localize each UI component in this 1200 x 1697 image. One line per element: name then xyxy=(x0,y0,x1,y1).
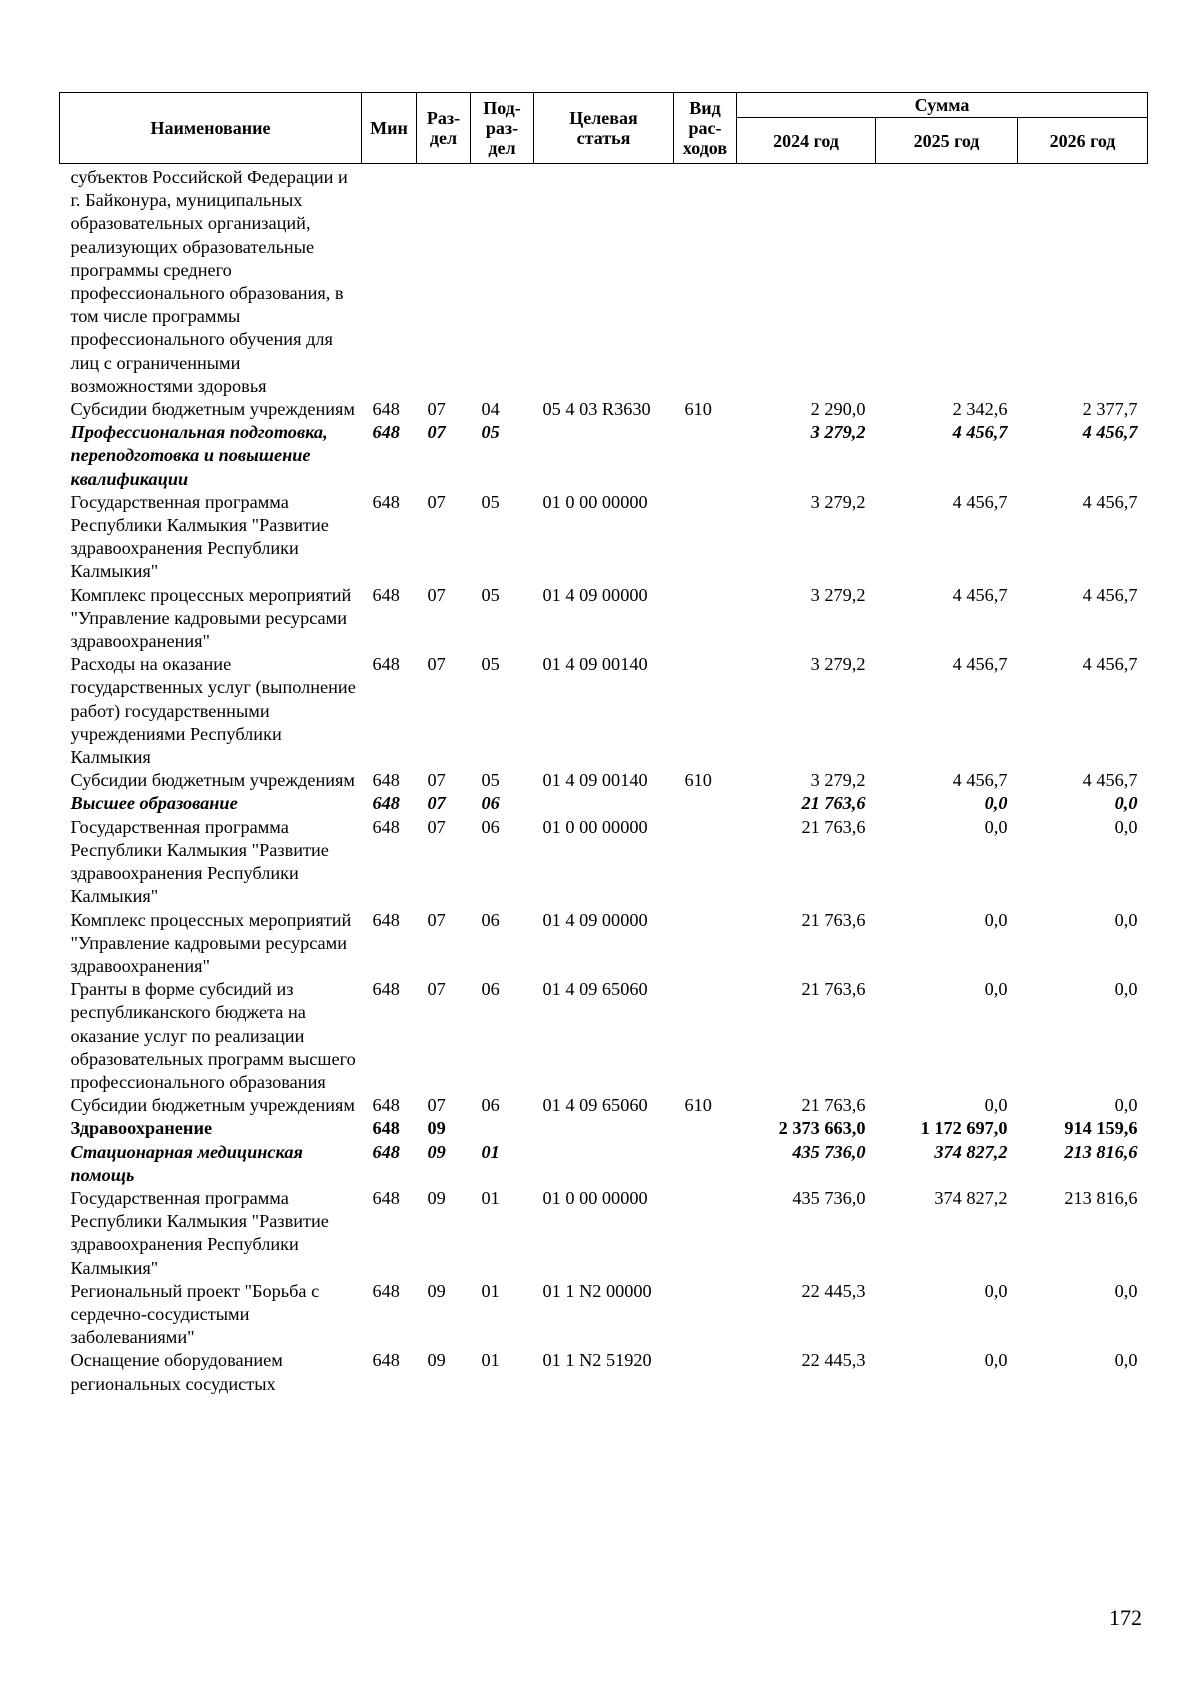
row-celevaya-cell xyxy=(534,1117,674,1140)
row-2024-cell: 22 445,3 xyxy=(801,1350,866,1371)
row-celevaya-cell: 01 4 09 00140 xyxy=(542,770,648,791)
table-row xyxy=(60,164,1148,399)
row-2025-cell: 4 456,7 xyxy=(952,584,1008,605)
table-row xyxy=(60,769,1148,792)
row-2025-cell: 4 456,7 xyxy=(952,770,1008,791)
row-name-cell: Стационарная медицинская помощь xyxy=(70,1141,303,1185)
row-vid-cell xyxy=(674,491,737,584)
row-vid-cell xyxy=(674,909,737,979)
row-name-cell: Комплекс процессных мероприятий "Управление кадровыми ресурсами здравоохранения" xyxy=(70,909,352,976)
row-2026-cell: 0,0 xyxy=(1114,979,1138,1000)
row-celevaya-cell: 01 4 09 65060 xyxy=(542,1095,648,1116)
row-min-cell: 648 xyxy=(372,422,400,443)
row-min-cell: 648 xyxy=(372,1280,400,1301)
header-2026: 2026 год xyxy=(1018,118,1148,164)
row-2026-cell: 4 456,7 xyxy=(1082,654,1138,675)
row-podrazdel-cell: 01 xyxy=(481,1350,500,1371)
header-celevaya: Целевая статья xyxy=(534,93,674,164)
row-podrazdel-cell: 05 xyxy=(481,491,500,512)
row-2024-cell: 3 279,2 xyxy=(810,584,866,605)
row-min-cell: 648 xyxy=(372,399,400,420)
row-vid-cell xyxy=(674,421,737,491)
row-2024-cell: 3 279,2 xyxy=(810,654,866,675)
row-vid-cell xyxy=(674,816,737,909)
row-podrazdel-cell: 06 xyxy=(481,793,500,814)
row-celevaya-cell xyxy=(534,792,674,815)
row-min-cell: 648 xyxy=(372,793,400,814)
row-2024-cell: 435 736,0 xyxy=(792,1141,866,1162)
row-podrazdel-cell: 05 xyxy=(481,422,500,443)
row-min-cell: 648 xyxy=(372,1141,400,1162)
row-razdel-cell: 07 xyxy=(427,654,446,675)
table-row xyxy=(60,653,1148,769)
row-razdel-cell: 07 xyxy=(427,1095,446,1116)
row-razdel-cell: 07 xyxy=(427,816,446,837)
row-podrazdel-cell: 06 xyxy=(481,979,500,1000)
row-vid-cell: 610 xyxy=(684,399,712,420)
row-2026-cell: 0,0 xyxy=(1114,1350,1138,1371)
row-2026-cell: 4 456,7 xyxy=(1082,770,1138,791)
row-name-cell: Комплекс процессных мероприятий "Управление кадровыми ресурсами здравоохранения" xyxy=(70,584,352,652)
row-name-cell: Гранты в форме субсидий из республиканского бюджета на оказание услуг по реализации образовательных программ высшего профессионального образования xyxy=(70,979,356,1092)
row-min-cell: 648 xyxy=(372,770,400,791)
row-vid-cell xyxy=(674,584,737,654)
row-celevaya-cell: 01 0 00 00000 xyxy=(542,816,648,837)
row-razdel-cell: 09 xyxy=(427,1350,446,1371)
row-razdel-cell: 07 xyxy=(427,979,446,1000)
row-podrazdel-cell: 01 xyxy=(481,1187,500,1208)
row-vid-cell xyxy=(674,164,737,399)
row-2024-cell: 21 763,6 xyxy=(801,816,866,837)
row-razdel-cell: 07 xyxy=(427,399,446,420)
row-min-cell: 648 xyxy=(372,909,400,930)
row-celevaya-cell: 05 4 03 R3630 xyxy=(542,399,651,420)
row-celevaya-cell: 01 4 09 00140 xyxy=(542,654,648,675)
table-row xyxy=(60,584,1148,654)
row-name-cell: Государственная программа Республики Калмыкия "Развитие здравоохранения Республики Калмыкия" xyxy=(70,816,329,907)
header-min: Мин xyxy=(362,93,417,164)
row-razdel-cell: 07 xyxy=(427,422,446,443)
row-name-cell: Государственная программа Республики Калмыкия "Развитие здравоохранения Республики Калмыкия" xyxy=(70,1187,329,1278)
row-podrazdel-cell: 06 xyxy=(481,816,500,837)
row-name-cell: Высшее образование xyxy=(70,793,238,814)
header-2024: 2024 год xyxy=(737,118,876,164)
row-name-cell: Региональный проект "Борьба с сердечно-сосудистыми заболеваниями" xyxy=(70,1280,320,1348)
row-2024-cell: 21 763,6 xyxy=(801,909,866,930)
row-name-cell: Субсидии бюджетным учреждениям xyxy=(70,399,355,420)
row-min-cell: 648 xyxy=(372,654,400,675)
row-podrazdel-cell xyxy=(471,1117,534,1140)
row-razdel-cell: 07 xyxy=(427,770,446,791)
row-2025-cell: 4 456,7 xyxy=(952,654,1008,675)
row-2024-cell: 21 763,6 xyxy=(801,979,866,1000)
row-min-cell: 648 xyxy=(372,1118,400,1139)
row-vid-cell xyxy=(674,1349,737,1395)
row-celevaya-cell xyxy=(534,421,674,491)
table-row xyxy=(60,421,1148,491)
row-2025-cell: 0,0 xyxy=(984,1350,1008,1371)
row-razdel-cell: 09 xyxy=(427,1141,446,1162)
budget-table xyxy=(59,92,1148,1396)
row-2024-cell: 2 373 663,0 xyxy=(778,1118,866,1139)
row-razdel-cell: 07 xyxy=(427,491,446,512)
row-name-cell: Расходы на оказание государственных услуг (выполнение работ) государственными учреждениями Республики Калмыкия xyxy=(70,654,356,768)
row-2025-cell: 374 827,2 xyxy=(934,1187,1008,1208)
table-row xyxy=(60,816,1148,909)
row-2025-cell: 0,0 xyxy=(984,909,1008,930)
table-row xyxy=(60,1141,1148,1187)
row-2026-cell: 0,0 xyxy=(1114,1095,1138,1116)
row-2026-cell: 0,0 xyxy=(1114,909,1138,930)
row-2026-cell: 0,0 xyxy=(1114,816,1138,837)
row-razdel-cell: 07 xyxy=(427,584,446,605)
row-2024-cell: 21 763,6 xyxy=(801,1095,866,1116)
row-razdel-cell: 07 xyxy=(427,909,446,930)
row-podrazdel-cell: 05 xyxy=(481,584,500,605)
header-2025: 2025 год xyxy=(876,118,1018,164)
row-2026-cell: 4 456,7 xyxy=(1082,491,1138,512)
table-row xyxy=(60,398,1148,421)
row-razdel-cell: 09 xyxy=(427,1187,446,1208)
row-min-cell: 648 xyxy=(372,1350,400,1371)
row-vid-cell xyxy=(674,792,737,815)
row-vid-cell xyxy=(674,1280,737,1350)
row-podrazdel-cell: 01 xyxy=(481,1280,500,1301)
row-2024-cell: 3 279,2 xyxy=(810,422,866,443)
row-name-cell: Государственная программа Республики Калмыкия "Развитие здравоохранения Республики Калмыкия" xyxy=(70,491,329,582)
row-podrazdel-cell: 06 xyxy=(481,1095,500,1116)
row-2026-cell: 213 816,6 xyxy=(1064,1141,1138,1162)
row-2025-cell: 0,0 xyxy=(984,793,1008,814)
row-name-cell: Субсидии бюджетным учреждениям xyxy=(70,770,355,791)
header-summa: Сумма xyxy=(737,93,1148,118)
row-podrazdel-cell: 04 xyxy=(481,399,500,420)
row-2024-cell: 21 763,6 xyxy=(801,793,866,814)
row-vid-cell xyxy=(674,978,737,1094)
row-2024-cell: 3 279,2 xyxy=(810,770,866,791)
row-2025-cell: 4 456,7 xyxy=(952,491,1008,512)
row-name-cell: Субсидии бюджетным учреждениям xyxy=(70,1095,355,1116)
table-row xyxy=(60,978,1148,1094)
row-celevaya-cell: 01 1 N2 00000 xyxy=(542,1280,652,1301)
row-2026-cell: 0,0 xyxy=(1114,793,1138,814)
row-vid-cell xyxy=(674,1141,737,1187)
row-2026-cell: 2 377,7 xyxy=(1082,399,1138,420)
row-name-cell: Оснащение оборудованием региональных сосудистых xyxy=(70,1350,283,1394)
budget-table-page xyxy=(59,92,1147,1396)
row-celevaya-cell: 01 1 N2 51920 xyxy=(542,1350,652,1371)
row-razdel-cell: 09 xyxy=(427,1118,446,1139)
header-razdel: Раз- дел xyxy=(417,93,471,164)
row-podrazdel-cell: 06 xyxy=(481,909,500,930)
row-min-cell: 648 xyxy=(372,491,400,512)
table-row xyxy=(60,909,1148,979)
row-2024-cell: 435 736,0 xyxy=(792,1187,866,1208)
row-2026-cell: 213 816,6 xyxy=(1064,1187,1138,1208)
table-header xyxy=(60,93,1148,164)
table-body xyxy=(60,164,1148,1396)
table-row xyxy=(60,1094,1148,1117)
row-name-cell: Здравоохранение xyxy=(70,1118,213,1139)
row-2025-cell: 1 172 697,0 xyxy=(920,1118,1008,1139)
header-vid: Вид рас- ходов xyxy=(674,93,737,164)
row-2026-cell: 0,0 xyxy=(1114,1280,1138,1301)
row-vid-cell xyxy=(674,1187,737,1280)
row-2025-cell: 2 342,6 xyxy=(952,399,1008,420)
row-min-cell: 648 xyxy=(372,584,400,605)
row-celevaya-cell: 01 4 09 00000 xyxy=(542,584,648,605)
table-row xyxy=(60,792,1148,815)
row-celevaya-cell: 01 0 00 00000 xyxy=(542,1187,648,1208)
row-celevaya-cell xyxy=(534,164,674,399)
row-2025-cell: 0,0 xyxy=(984,1095,1008,1116)
row-2024-cell: 3 279,2 xyxy=(810,491,866,512)
row-name-cell: субъектов Российской Федерации и г. Байконура, муниципальных образовательных организаций, реализующих образовательные программы среднего профессионального образования, в том числе программы профессионального обучения для лиц с ограниченными возможностями здоровья xyxy=(70,167,348,396)
row-celevaya-cell: 01 4 09 65060 xyxy=(542,979,648,1000)
row-vid-cell xyxy=(674,1117,737,1140)
row-vid-cell xyxy=(674,653,737,769)
row-min-cell: 648 xyxy=(372,1095,400,1116)
row-razdel-cell: 09 xyxy=(427,1280,446,1301)
row-celevaya-cell xyxy=(534,1141,674,1187)
row-2024-cell: 2 290,0 xyxy=(810,399,866,420)
row-min-cell: 648 xyxy=(372,979,400,1000)
page-number: 172 xyxy=(1109,1605,1142,1630)
row-podrazdel-cell xyxy=(471,164,534,399)
row-2025-cell: 374 827,2 xyxy=(934,1141,1008,1162)
row-2025-cell xyxy=(876,164,1018,399)
row-2026-cell: 914 159,6 xyxy=(1064,1118,1138,1139)
row-min-cell xyxy=(362,164,417,399)
table-row xyxy=(60,1117,1148,1140)
row-2024-cell: 22 445,3 xyxy=(801,1280,866,1301)
row-min-cell: 648 xyxy=(372,1187,400,1208)
table-row xyxy=(60,1349,1148,1395)
row-vid-cell: 610 xyxy=(684,1095,712,1116)
row-vid-cell: 610 xyxy=(684,770,712,791)
table-row xyxy=(60,491,1148,584)
row-min-cell: 648 xyxy=(372,816,400,837)
row-2026-cell: 4 456,7 xyxy=(1082,422,1138,443)
row-celevaya-cell: 01 0 00 00000 xyxy=(542,491,648,512)
row-2026-cell xyxy=(1018,164,1148,399)
table-row xyxy=(60,1280,1148,1350)
row-celevaya-cell: 01 4 09 00000 xyxy=(542,909,648,930)
row-razdel-cell xyxy=(417,164,471,399)
row-2026-cell: 4 456,7 xyxy=(1082,584,1138,605)
header-podrazdel: Под- раз- дел xyxy=(471,93,534,164)
row-podrazdel-cell: 01 xyxy=(481,1141,500,1162)
row-podrazdel-cell: 05 xyxy=(481,654,500,675)
header-name: Наименование xyxy=(60,93,362,164)
row-2025-cell: 0,0 xyxy=(984,816,1008,837)
row-2024-cell xyxy=(737,164,876,399)
row-podrazdel-cell: 05 xyxy=(481,770,500,791)
row-razdel-cell: 07 xyxy=(427,793,446,814)
table-row xyxy=(60,1187,1148,1280)
row-2025-cell: 4 456,7 xyxy=(952,422,1008,443)
row-name-cell: Профессиональная подготовка, переподготовка и повышение квалификации xyxy=(70,422,328,489)
row-2025-cell: 0,0 xyxy=(984,1280,1008,1301)
row-2025-cell: 0,0 xyxy=(984,979,1008,1000)
